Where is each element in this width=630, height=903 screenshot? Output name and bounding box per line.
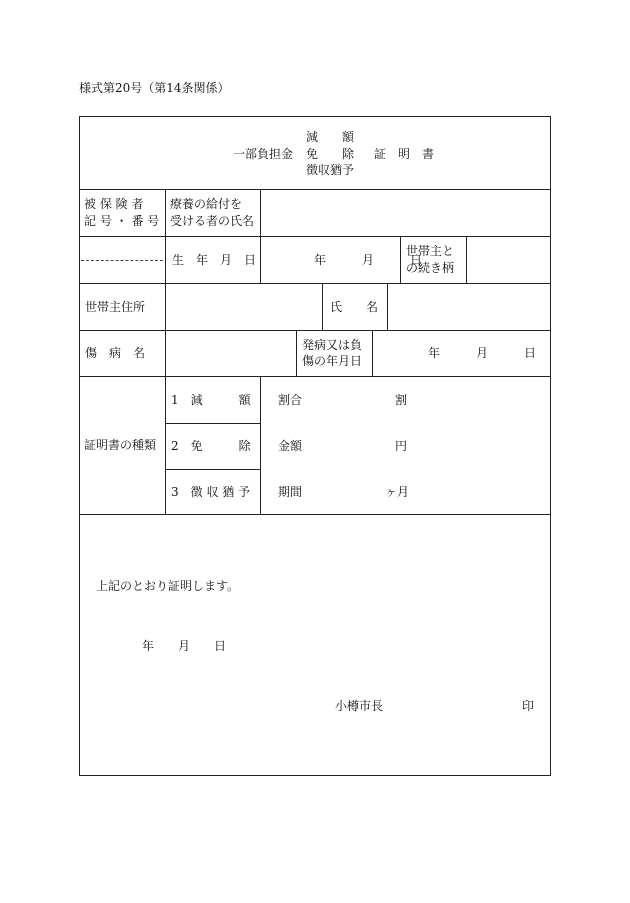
- onset-label-line1: 発病又は負: [302, 338, 363, 352]
- column-divider: [372, 330, 373, 376]
- amount-label: 金額: [278, 439, 303, 453]
- title-option-exemption: 免 除: [305, 147, 354, 161]
- row-divider: [79, 189, 551, 190]
- row-divider: [79, 283, 551, 284]
- certificate-type-label: 証明書の種類: [84, 438, 157, 452]
- column-divider: [296, 330, 297, 376]
- title-prefix: 一部負担金: [233, 147, 294, 161]
- type-divider: [165, 423, 260, 424]
- ratio-unit: 割: [395, 393, 408, 407]
- title-suffix: 証 明 書: [374, 147, 435, 161]
- insured-label-line1: 被 保 険 者: [84, 197, 144, 211]
- ratio-label: 割合: [278, 393, 303, 407]
- column-divider: [260, 376, 261, 514]
- period-unit: ヶ月: [385, 485, 410, 499]
- type-divider: [165, 469, 260, 470]
- title-option-reduction: 減 額: [305, 130, 354, 144]
- column-divider: [322, 283, 323, 330]
- name-label: 氏 名: [330, 300, 379, 314]
- column-divider: [260, 236, 261, 283]
- column-divider: [165, 376, 166, 514]
- column-divider: [165, 189, 166, 236]
- seal-mark: 印: [522, 699, 535, 713]
- column-divider: [165, 283, 166, 330]
- row-divider: [79, 236, 551, 237]
- row-divider: [79, 376, 551, 377]
- form-number: 様式第20号（第14条関係）: [79, 81, 230, 95]
- relation-label-line1: 世帯主と: [406, 244, 455, 258]
- certification-date: 年 月 日: [142, 639, 227, 653]
- onset-date-value: 年 月 日: [428, 346, 537, 360]
- period-label: 期間: [278, 485, 303, 499]
- insured-label-line2: 記 号 ・ 番 号: [84, 214, 160, 228]
- column-divider: [165, 236, 166, 283]
- certification-statement: 上記のとおり証明します。: [96, 579, 240, 593]
- onset-label-line2: 傷の年月日: [302, 354, 363, 368]
- column-divider: [165, 330, 166, 376]
- birth-date-label: 生 年 月 日: [172, 253, 257, 267]
- dashed-divider: [81, 260, 163, 261]
- type-exemption-label: 2 免 除: [171, 439, 251, 453]
- column-divider: [466, 236, 467, 283]
- recipient-label-line2: 受ける者の氏名: [170, 214, 255, 228]
- row-divider: [79, 330, 551, 331]
- column-divider: [260, 189, 261, 236]
- household-address-label: 世帯主住所: [85, 300, 146, 314]
- type-reduction-label: 1 減 額: [171, 393, 251, 407]
- column-divider: [387, 283, 388, 330]
- relation-label-line2: の続き柄: [406, 261, 455, 275]
- birth-date-value: 年 月 日: [314, 253, 423, 267]
- injury-name-label: 傷 病 名: [85, 346, 146, 360]
- title-option-deferral: 徴収猶予: [305, 163, 354, 177]
- type-deferral-label: 3 徴 収 猶 予: [171, 485, 251, 499]
- issuer-title: 小樽市長: [335, 699, 384, 713]
- amount-unit: 円: [395, 439, 408, 453]
- recipient-label-line1: 療養の給付を: [170, 197, 243, 211]
- row-divider: [79, 514, 551, 515]
